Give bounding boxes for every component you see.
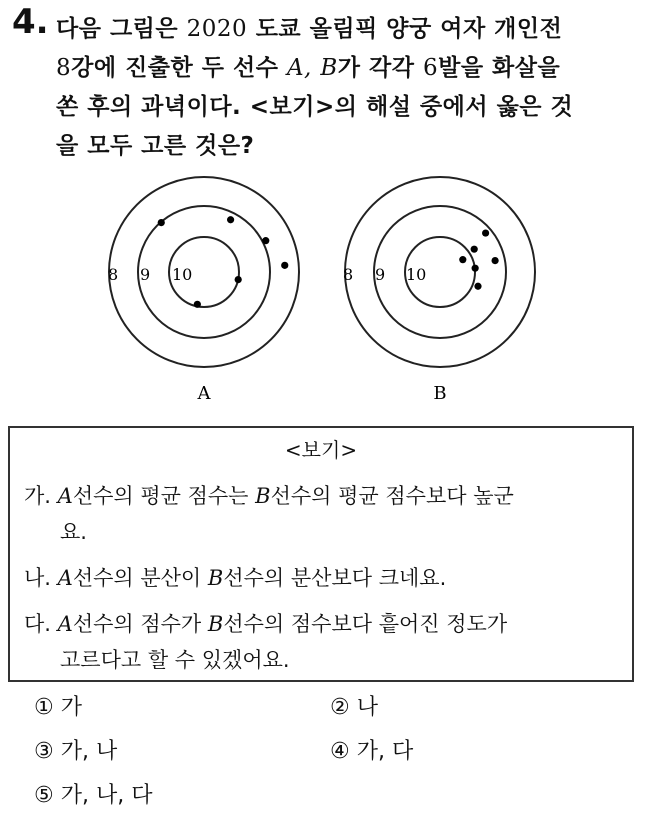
question-line-2	[56, 49, 560, 82]
bogi-item-na	[24, 562, 446, 592]
item-marker: 가.	[24, 484, 51, 508]
item-marker: 다.	[24, 612, 51, 636]
item-object: B	[207, 612, 224, 636]
choice-2[interactable]	[330, 690, 378, 721]
shot-count: 6	[422, 55, 439, 81]
question-text: 가 각각	[337, 55, 415, 81]
choice-number: ①	[34, 695, 54, 720]
choice-number: ③	[34, 739, 54, 764]
question-line-1	[56, 10, 562, 43]
arrow-hit	[158, 219, 165, 226]
item-text: 선수의 점수보다 흩어진 정도가	[223, 612, 508, 636]
arrow-hit	[482, 229, 489, 236]
ring-label-8: 8	[343, 265, 354, 284]
arrow-hit	[471, 246, 478, 253]
ring-label-8: 8	[108, 265, 119, 284]
ring-label-10: 10	[406, 265, 427, 284]
item-text: 선수의 분산보다 크네요.	[223, 566, 447, 590]
target-b	[343, 177, 535, 404]
target-label: B	[433, 383, 447, 404]
choice-number: ②	[330, 695, 350, 720]
ring-label-10: 10	[172, 265, 193, 284]
bogi-item-ga-cont: 요.	[60, 520, 87, 544]
arrow-hit	[235, 276, 242, 283]
arrow-hit	[281, 262, 288, 269]
choice-5[interactable]	[34, 778, 152, 809]
item-text: 선수의 분산이	[72, 566, 202, 590]
bogi-title: <보기>	[284, 438, 358, 462]
item-marker: 나.	[24, 566, 51, 590]
targets-figure	[0, 160, 668, 410]
target-a	[108, 177, 299, 404]
item-text: 선수의 점수가	[72, 612, 202, 636]
question-line-4: 을 모두 고른 것은?	[56, 133, 255, 159]
choice-3[interactable]	[34, 734, 117, 765]
choice-text: 가	[60, 695, 82, 720]
arrow-hit	[227, 216, 234, 223]
item-text: 선수의 평균 점수는	[72, 484, 249, 508]
choice-text: 나	[356, 695, 378, 720]
arrow-hit	[474, 283, 481, 290]
bogi-item-da	[24, 608, 507, 638]
item-subject: A	[57, 612, 73, 636]
bogi-item-ga	[24, 480, 514, 510]
item-object: B	[207, 566, 224, 590]
player-b-name: B	[320, 55, 338, 81]
item-subject: A	[57, 484, 73, 508]
item-object: B	[255, 484, 271, 508]
bogi-box	[8, 426, 634, 682]
ring-9	[138, 206, 270, 338]
player-a-name: A,	[286, 55, 312, 81]
question-number: 4.	[12, 2, 49, 42]
target-label: A	[197, 383, 211, 404]
ring-label-9: 9	[375, 265, 386, 284]
round-number: 8	[56, 55, 72, 81]
ring-9	[374, 206, 506, 338]
arrow-hit	[472, 265, 479, 272]
choice-1[interactable]	[34, 690, 82, 721]
question-text: 도쿄 올림픽 양궁 여자 개인전	[255, 16, 563, 42]
question-line-3: 쏜 후의 과녁이다. <보기>의 해설 중에서 옳은 것	[56, 94, 574, 120]
bogi-item-da-cont: 고르다고 할 수 있겠어요.	[60, 648, 290, 672]
question-text: 발을 화살을	[438, 55, 561, 81]
arrow-hit	[262, 237, 269, 244]
choice-text: 가, 나	[60, 739, 118, 764]
year: 2020	[186, 16, 248, 42]
ring-label-9: 9	[140, 265, 151, 284]
arrow-hit	[194, 301, 201, 308]
item-text: 선수의 평균 점수보다 높군	[270, 484, 514, 508]
question-text: 강에 진출한 두 선수	[71, 55, 279, 81]
choice-number: ⑤	[34, 783, 54, 808]
question-text: 다음 그림은	[56, 16, 179, 42]
choice-4[interactable]	[330, 734, 413, 765]
choice-text: 가, 나, 다	[60, 783, 153, 808]
choice-number: ④	[330, 739, 350, 764]
arrow-hit	[492, 257, 499, 264]
choice-text: 가, 다	[356, 739, 414, 764]
arrow-hit	[459, 256, 466, 263]
item-subject: A	[57, 566, 73, 590]
